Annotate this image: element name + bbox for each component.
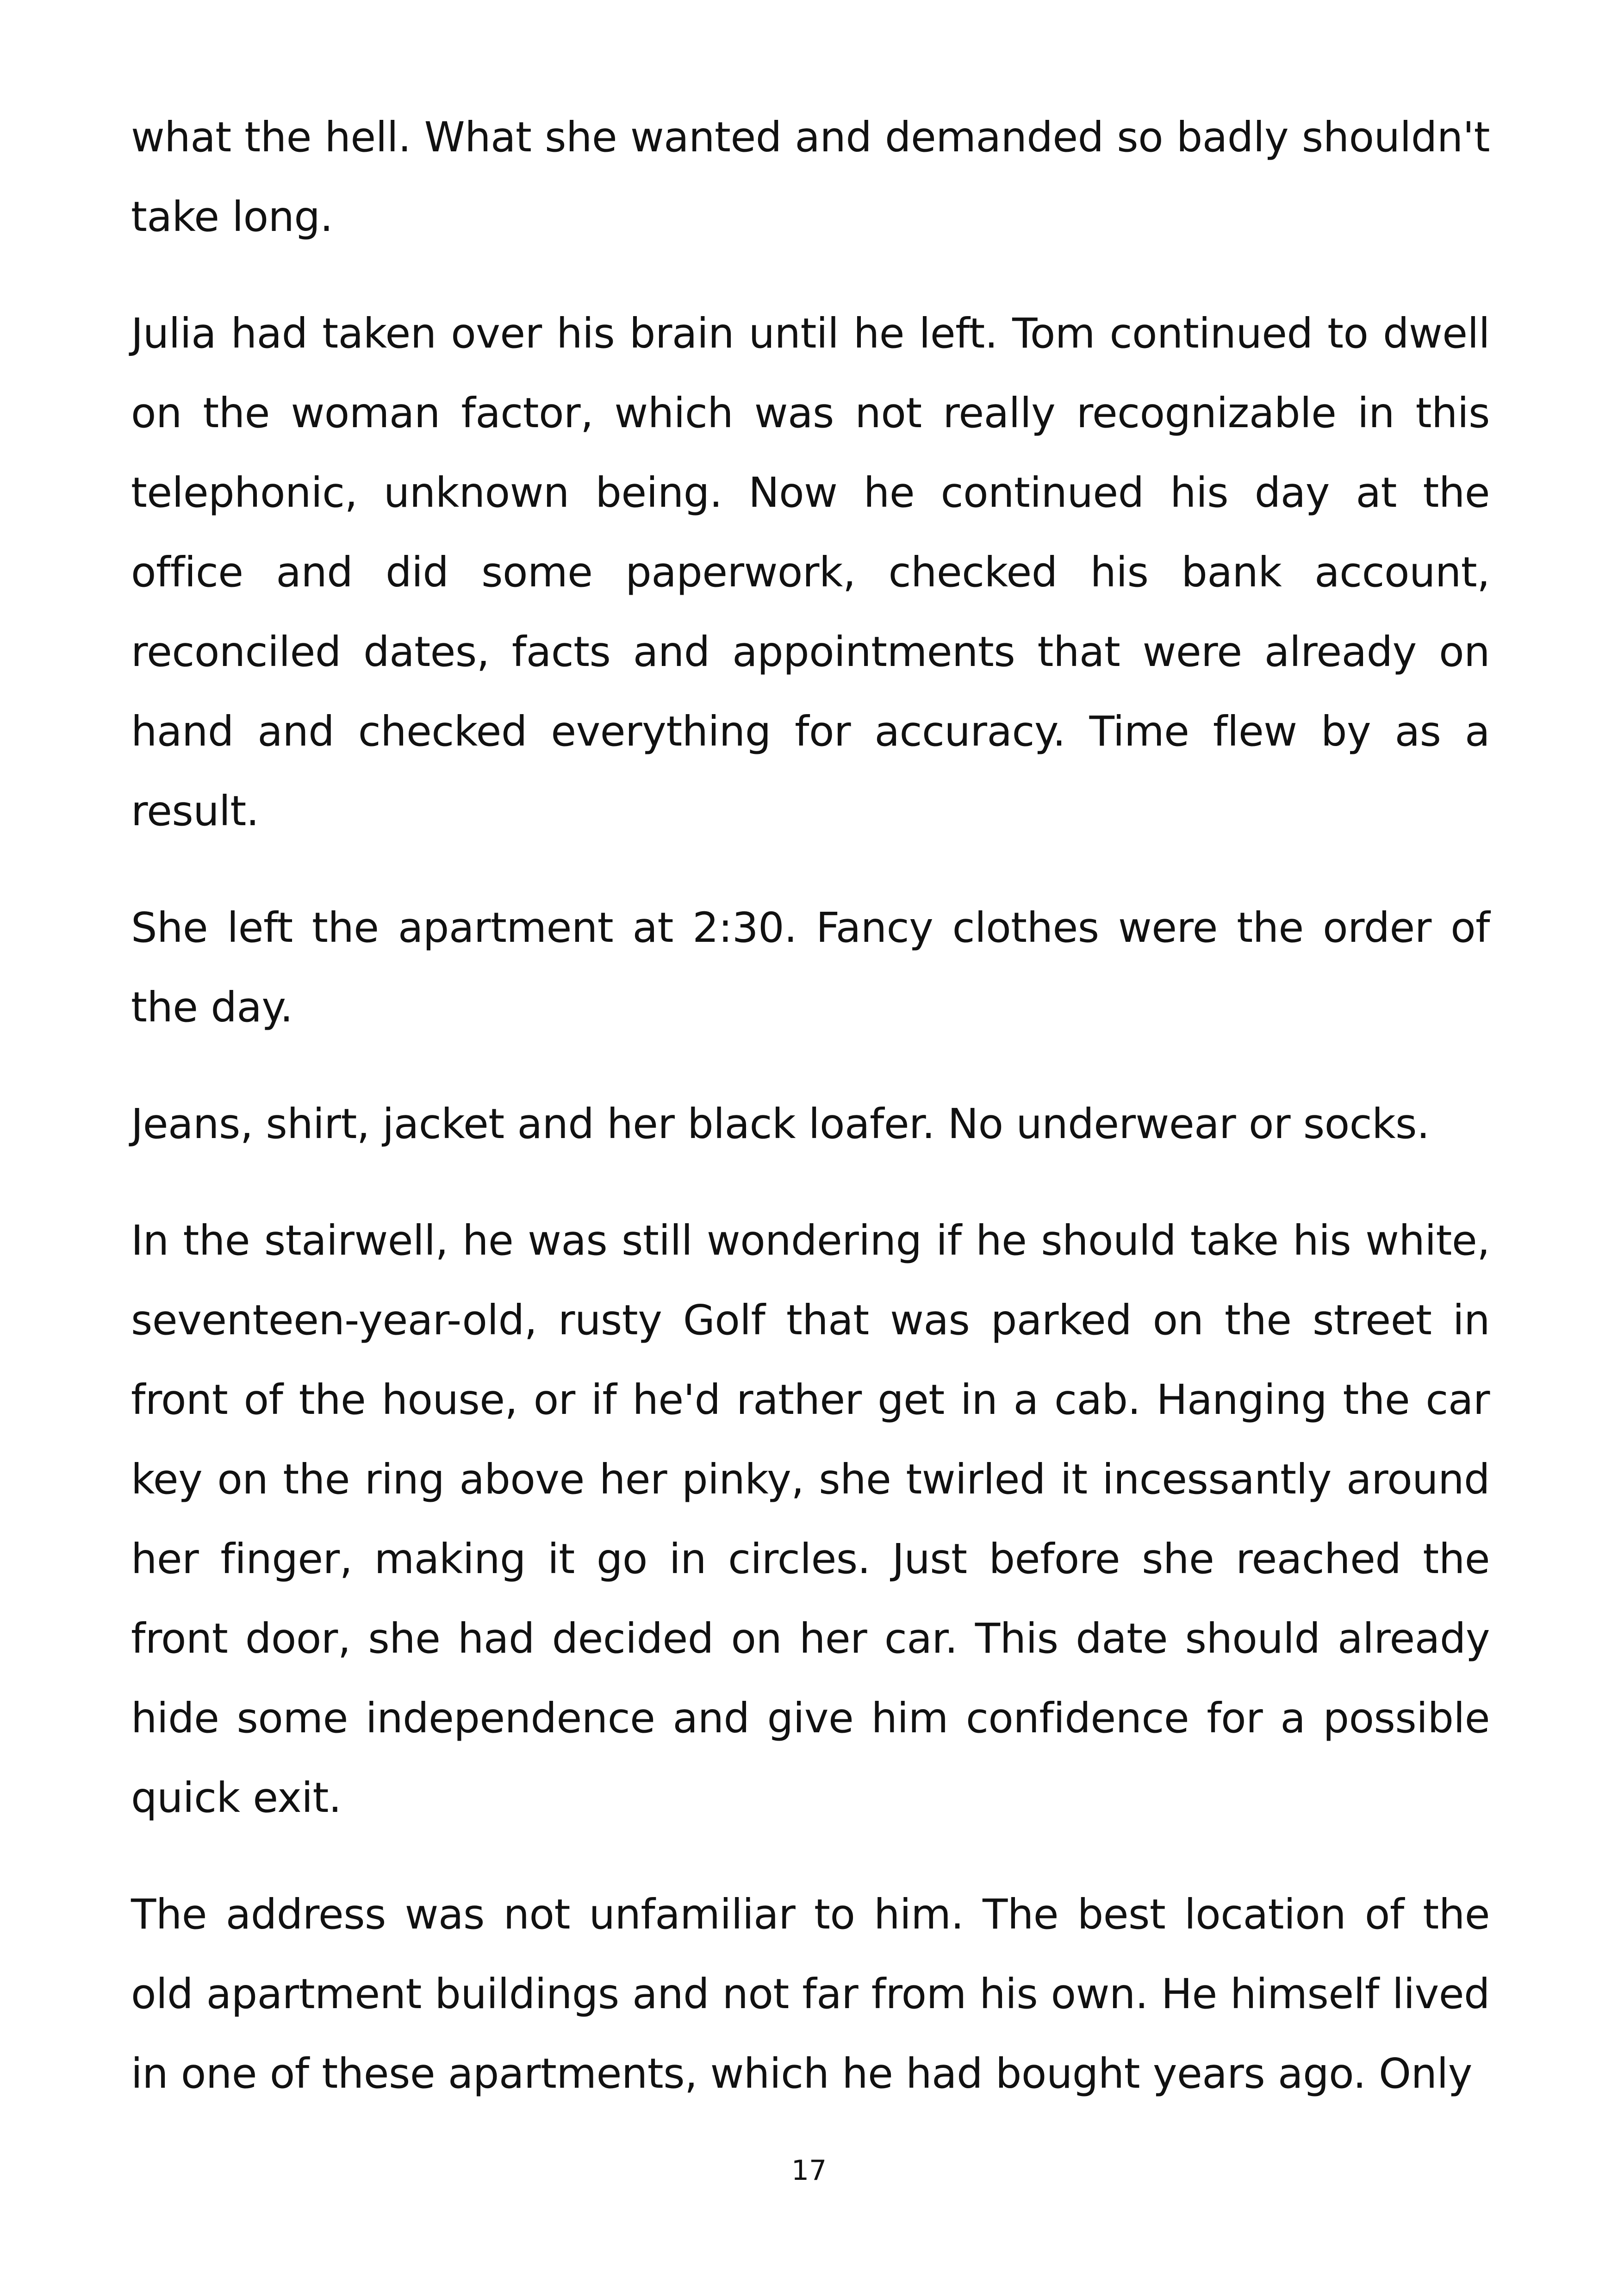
paragraph-3: She left the apartment at 2:30. Fancy clothes were the order of the day. — [131, 903, 1490, 1031]
paragraph-6: The address was not unfamiliar to him. The best location of the old apartment buildings and not far from his own. He himself lived in one of these apartments, which he had bought years ago. Only — [131, 1890, 1490, 2097]
paragraph-4: Jeans, shirt, jacket and her black loafer. No underwear or socks. — [131, 1100, 1430, 1148]
body-text — [131, 97, 1490, 2150]
paragraph-5: In the stairwell, he was still wondering if he should take his white, seventeen-year-old, rusty Golf that was parked on the street in front of the house, or if he'd rather get in a cab. Hanging the car key on the ring above her pinky, she twirled it incessantly around her finger, making it go in circles. Just before she reached the front door, she had decided on her car. This date should already hide some independence and give him confidence for a possible quick exit. — [131, 1216, 1490, 1822]
page-number: 17 — [791, 2154, 827, 2187]
paragraph-1: what the hell. What she wanted and demanded so badly shouldn't take long. — [131, 113, 1490, 241]
paragraph-2: Julia had taken over his brain until he left. Tom continued to dwell on the woman factor, which was not really recognizable in this telephonic, unknown being. Now he continued his day at the office and did some paperwork, checked his bank account, reconciled dates, facts and appointments that were already on hand and checked everything for accuracy. Time flew by as a result. — [131, 309, 1490, 835]
